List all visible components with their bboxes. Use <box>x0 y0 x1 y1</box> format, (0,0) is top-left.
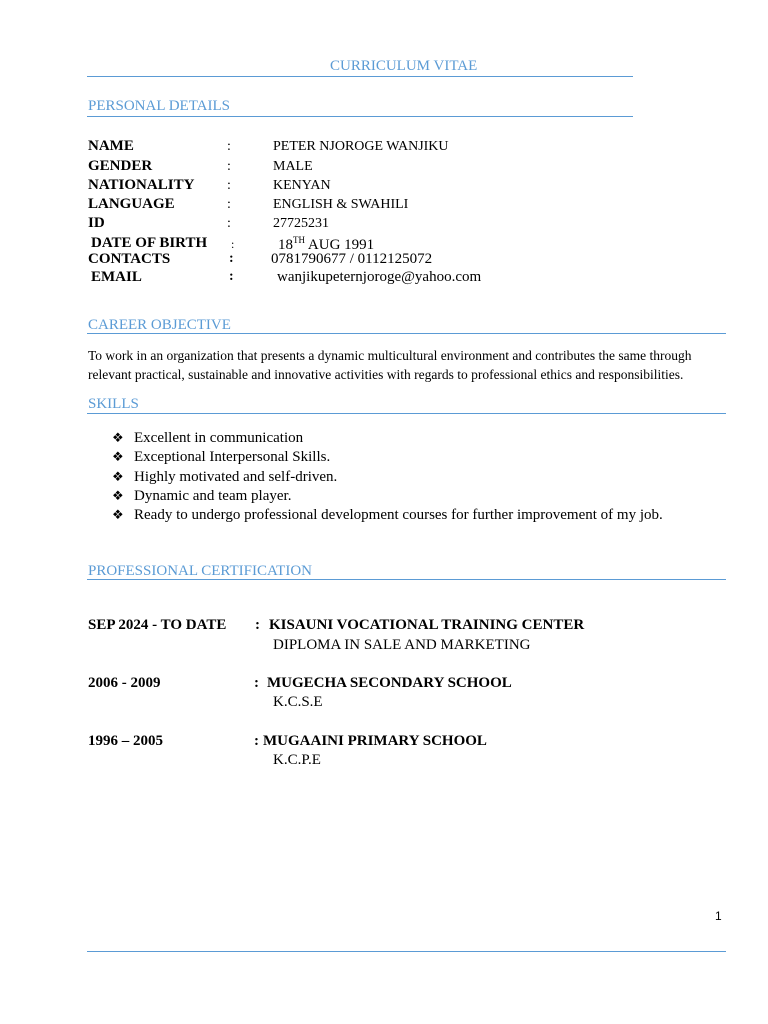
footer-rule <box>87 951 726 952</box>
certification-underline <box>87 579 726 580</box>
diamond-bullet-icon: ❖ <box>112 507 124 523</box>
skill-item <box>112 467 663 486</box>
contacts-colon: : <box>229 251 234 266</box>
entry-separator: : <box>254 675 259 691</box>
language-label: LANGUAGE <box>88 196 175 212</box>
entry-award: K.C.S.E <box>273 694 323 710</box>
nationality-label: NATIONALITY <box>88 177 195 193</box>
page-number: 1 <box>715 909 722 923</box>
dob-day: 18 <box>278 237 293 253</box>
contacts-value: 0781790677 / 0112125072 <box>271 251 433 267</box>
nationality-colon: : <box>227 178 231 193</box>
diamond-bullet-icon: ❖ <box>112 487 124 503</box>
skills-heading: SKILLS <box>88 396 139 412</box>
skill-item <box>112 447 663 466</box>
skill-text: Dynamic and team player. <box>134 487 292 504</box>
diamond-bullet-icon: ❖ <box>112 449 124 465</box>
skill-text: Excellent in communication <box>134 430 304 446</box>
skills-list <box>112 428 663 524</box>
email-colon: : <box>229 269 234 284</box>
dob-ordinal: TH <box>293 235 305 245</box>
diamond-bullet-icon: ❖ <box>112 468 124 484</box>
career-objective-heading: CAREER OBJECTIVE <box>88 317 231 333</box>
entry-award: DIPLOMA IN SALE AND MARKETING <box>273 637 531 653</box>
name-label: NAME <box>88 138 134 154</box>
skills-underline <box>87 413 726 414</box>
entry-period: 1996 – 2005 <box>88 733 163 749</box>
career-objective-underline <box>87 333 726 334</box>
document-title: CURRICULUM VITAE <box>330 58 478 74</box>
entry-separator: : <box>255 617 260 633</box>
gender-colon: : <box>227 159 231 174</box>
id-value: 27725231 <box>273 216 329 231</box>
entry-period: 2006 - 2009 <box>88 675 161 691</box>
entry-separator: : <box>254 733 259 749</box>
entry-period: SEP 2024 - TO DATE <box>88 617 227 633</box>
name-colon: : <box>227 139 231 154</box>
skill-text: Highly motivated and self-driven. <box>134 468 338 485</box>
dob-label: DATE OF BIRTH <box>91 235 208 251</box>
gender-value: MALE <box>273 159 313 174</box>
skill-item <box>112 505 663 524</box>
name-value: PETER NJOROGE WANJIKU <box>273 139 449 154</box>
skill-item <box>112 428 663 447</box>
email-label: EMAIL <box>91 269 142 285</box>
dob-month-year: AUG 1991 <box>305 237 375 253</box>
email-value: wanjikupeternjoroge@yahoo.com <box>277 269 482 285</box>
entry-institution: KISAUNI VOCATIONAL TRAINING CENTER <box>269 617 585 633</box>
language-value: ENGLISH & SWAHILI <box>273 197 409 212</box>
entry-institution: MUGAAINI PRIMARY SCHOOL <box>263 733 487 749</box>
language-colon: : <box>227 197 231 212</box>
id-label: ID <box>88 215 105 231</box>
dob-colon: : <box>231 237 235 251</box>
skill-text: Exceptional Interpersonal Skills. <box>134 449 331 466</box>
skill-item <box>112 486 663 505</box>
diamond-bullet-icon: ❖ <box>112 430 124 445</box>
gender-label: GENDER <box>88 158 153 174</box>
entry-institution: MUGECHA SECONDARY SCHOOL <box>267 675 512 691</box>
entry-award: K.C.P.E <box>273 752 321 768</box>
nationality-value: KENYAN <box>273 178 331 193</box>
title-underline <box>87 76 633 77</box>
id-colon: : <box>227 216 231 231</box>
career-objective-text: To work in an organization that presents a dynamic multicultural environment and contributes the same through relevant practical, sustainable and innovative activities with regards to professional ethics and responsibilities. <box>88 348 692 382</box>
contacts-label: CONTACTS <box>88 251 171 267</box>
skill-text: Ready to undergo professional development courses for further improvement of my job. <box>134 507 663 524</box>
personal-details-heading: PERSONAL DETAILS <box>88 98 230 114</box>
personal-details-underline <box>87 116 633 117</box>
certification-heading: PROFESSIONAL CERTIFICATION <box>88 563 312 579</box>
